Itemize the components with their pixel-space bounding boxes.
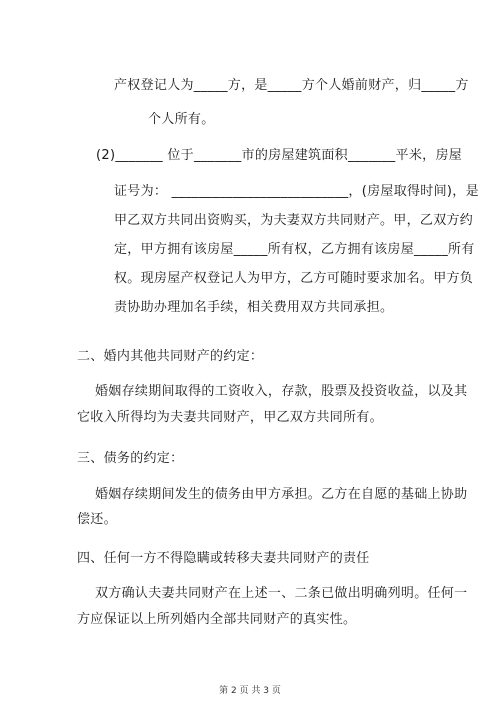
section-heading: 三、债务的约定：	[77, 451, 184, 466]
text-line: 它收入所得均为夫妻共同财产，甲乙双方共同所有。	[77, 410, 383, 425]
text-line: 证号为： __________________________，(房屋取得时间)，是	[114, 184, 479, 199]
text-line: 定，甲方拥有该房屋_____所有权，乙方拥有该房屋_____所有	[114, 242, 475, 257]
text-line: 偿还。	[77, 512, 117, 527]
text-line: 双方确认夫妻共同财产在上述一、二条已做出明确列明。任何一	[95, 586, 468, 601]
text-line: 婚姻存续期间发生的债务由甲方承担。乙方在自愿的基础上协助	[95, 487, 468, 502]
section-heading: 二、婚内其他共同财产的约定：	[77, 349, 264, 364]
text-line: 权。现房屋产权登记人为甲方，乙方可随时要求加名。甲方负	[114, 271, 474, 286]
text-line: 个人所有。	[148, 112, 215, 127]
text-line: 甲乙双方共同出资购买，为夫妻双方共同财产。甲，乙双方约	[114, 213, 474, 228]
text-line: 责协助办理加名手续，相关费用双方共同承担。	[114, 300, 394, 315]
text-line: 产权登记人为_____方，是_____方个人婚前财产，归_____方	[114, 78, 469, 93]
text-line: (2)_______ 位于_______市的房屋建筑面积_______平米，房屋	[96, 148, 463, 163]
text-line: 婚姻存续期间取得的工资收入，存款，股票及投资收益，以及其	[95, 384, 468, 399]
section-heading: 四、任何一方不得隐瞒或转移夫妻共同财产的责任	[77, 551, 370, 566]
text-line: 方应保证以上所列婚内全部共同财产的真实性。	[77, 612, 357, 627]
page-number: 第 2 页 共 3 页	[219, 686, 281, 696]
